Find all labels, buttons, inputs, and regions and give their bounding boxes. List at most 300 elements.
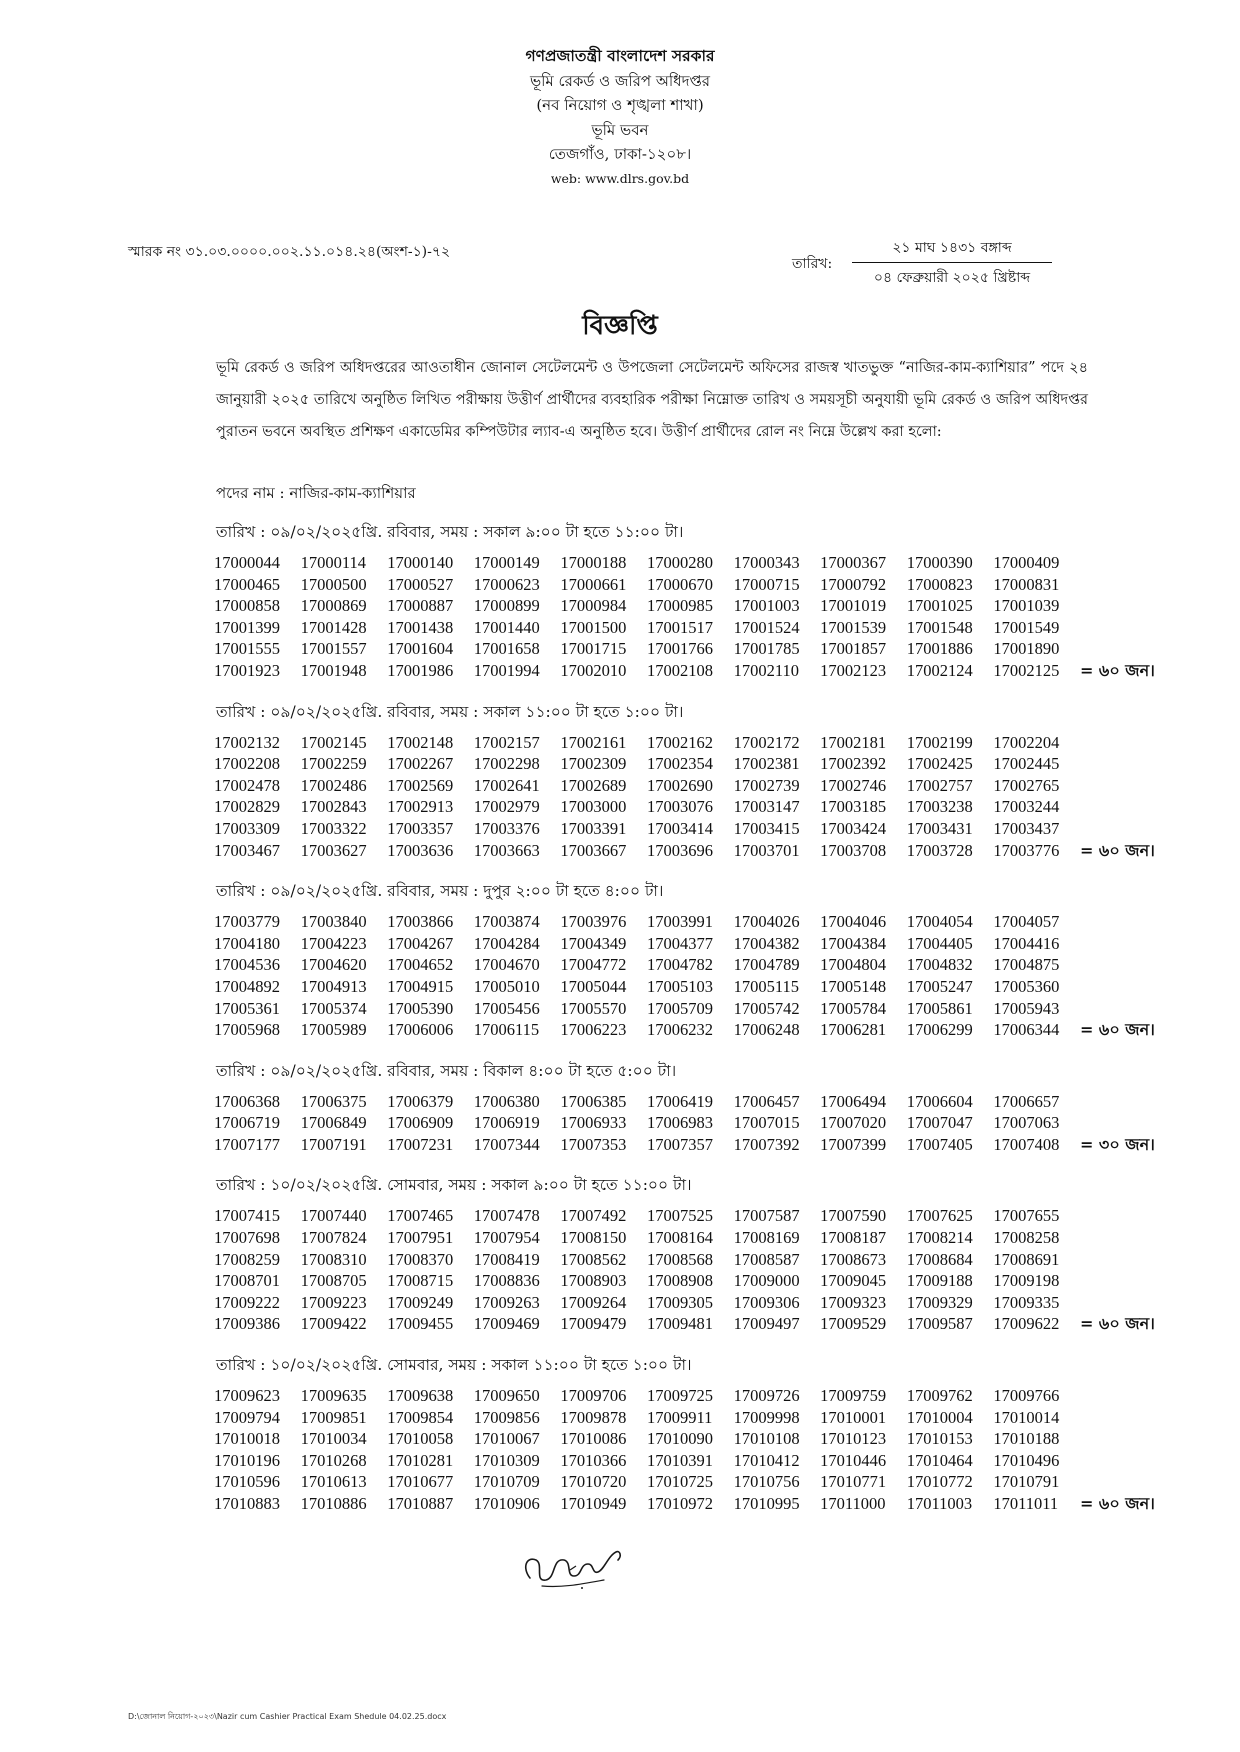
roll-number: 17007063: [993, 1113, 1060, 1133]
roll-number: 17008691: [993, 1249, 1060, 1269]
roll-number: 17008684: [906, 1249, 973, 1269]
roll-number: 17009263: [473, 1292, 540, 1312]
roll-row: [214, 1270, 1114, 1292]
roll-number: 17009222: [214, 1292, 280, 1312]
session-title: তারিখ : ০৯/০২/২০২৫খ্রি. রবিবার, সময় : সকাল ৯:০০ টা হতে ১১:০০ টা।: [216, 523, 684, 541]
roll-number: 17005390: [387, 998, 454, 1018]
roll-number: 17004416: [993, 933, 1060, 953]
roll-number: 17006719: [214, 1113, 280, 1133]
roll-number: 17000409: [993, 553, 1060, 572]
roll-number: 17004804: [820, 955, 887, 975]
roll-number: 17007465: [387, 1206, 454, 1226]
roll-number: 17003696: [646, 840, 713, 860]
roll-number: 17001438: [387, 617, 454, 637]
roll-number: 17010791: [993, 1472, 1060, 1492]
roll-number: 17010268: [300, 1450, 367, 1470]
roll-number: 17001886: [906, 639, 973, 659]
roll-number: 17010014: [993, 1407, 1060, 1427]
roll-number: 17009650: [473, 1386, 540, 1406]
roll-number: 17009529: [820, 1314, 887, 1334]
roll-number: 17000500: [300, 574, 367, 594]
roll-number: 17007590: [820, 1206, 887, 1226]
roll-number: 17008370: [387, 1249, 454, 1269]
roll-number-list: [214, 1091, 1155, 1156]
roll-number: 17009264: [560, 1292, 627, 1312]
roll-number: 17005709: [646, 998, 713, 1018]
roll-number: 17010004: [906, 1407, 973, 1427]
roll-number: 17009386: [214, 1314, 280, 1334]
roll-number: 17001399: [214, 617, 280, 637]
roll-number: 17002172: [733, 732, 800, 752]
roll-number: 17002913: [387, 797, 454, 817]
roll-number: 17003467: [214, 840, 280, 860]
roll-number: 17001500: [560, 617, 627, 637]
roll-number: 17005148: [820, 976, 887, 996]
roll-number: 17002690: [646, 775, 713, 795]
roll-number: 17009469: [473, 1314, 540, 1334]
roll-row: [214, 1249, 1114, 1271]
roll-row: [214, 1428, 1114, 1450]
roll-number: 17000149: [473, 553, 540, 572]
roll-number: 17000887: [387, 596, 454, 616]
roll-number: 17003728: [906, 840, 973, 860]
roll-row: [214, 1134, 1155, 1156]
roll-row: [214, 1227, 1114, 1249]
roll-number: 17010058: [387, 1429, 454, 1449]
roll-number: 17008587: [733, 1249, 800, 1269]
roll-number: 17001539: [820, 617, 887, 637]
roll-row: [214, 753, 1114, 775]
roll-number: 17006419: [646, 1091, 713, 1111]
roll-row: [214, 998, 1114, 1020]
roll-number: 17007392: [733, 1134, 800, 1154]
roll-number: 17009188: [906, 1271, 973, 1291]
roll-number: 17001785: [733, 639, 800, 659]
roll-number: 17002259: [300, 754, 367, 774]
roll-number: 17002425: [906, 754, 973, 774]
roll-number: 17007191: [300, 1134, 367, 1154]
date-values: [852, 236, 1052, 290]
roll-number-list: [214, 552, 1155, 682]
roll-number: 17009305: [646, 1292, 713, 1312]
roll-number: 17002148: [387, 732, 454, 752]
roll-number: 17002132: [214, 732, 280, 752]
roll-number: 17008705: [300, 1271, 367, 1291]
roll-number: 17010446: [820, 1450, 887, 1470]
roll-number: 17003076: [646, 797, 713, 817]
roll-number: 17009497: [733, 1314, 800, 1334]
exam-session: [214, 700, 1155, 862]
roll-number: 17004377: [646, 933, 713, 953]
roll-number: 17010906: [473, 1494, 540, 1513]
roll-row: [214, 732, 1114, 754]
roll-number: 17008310: [300, 1249, 367, 1269]
roll-number: 17005361: [214, 998, 280, 1018]
roll-number: 17006344: [993, 1020, 1060, 1040]
roll-number: 17010067: [473, 1429, 540, 1449]
roll-number: 17001019: [820, 596, 887, 616]
roll-number: 17003238: [906, 797, 973, 817]
roll-number: 17003244: [993, 797, 1060, 817]
session-title: তারিখ : ০৯/০২/২০২৫খ্রি. রবিবার, সময় : বিকাল ৪:০০ টা হতে ৫:০০ টা।: [216, 1061, 677, 1080]
roll-number: 17009762: [906, 1386, 973, 1406]
roll-number: 17010086: [560, 1429, 627, 1449]
roll-row: [214, 638, 1114, 660]
roll-number: 17010772: [906, 1472, 973, 1492]
roll-number: 17007587: [733, 1206, 800, 1226]
roll-number: 17009587: [906, 1314, 973, 1334]
roll-number: 17000527: [387, 574, 454, 594]
roll-number: 17003663: [473, 840, 540, 860]
candidate-count: = ৬০ জন।: [1079, 1494, 1155, 1513]
roll-number-list: [214, 732, 1155, 862]
roll-number: 17007478: [473, 1206, 540, 1226]
roll-number: 17009854: [387, 1407, 454, 1427]
roll-number: 17003708: [820, 840, 887, 860]
roll-number: 17010281: [387, 1450, 454, 1470]
roll-number: 17001766: [646, 639, 713, 659]
roll-number: 17006380: [473, 1091, 540, 1111]
roll-number: 17003000: [560, 797, 627, 817]
roll-number: 17001548: [906, 617, 973, 637]
date-gregorian: ০৪ ফেব্রুয়ারী ২০২৫ খ্রিষ্টাব্দ: [873, 270, 1031, 286]
roll-number: 17002641: [473, 775, 540, 795]
roll-number: 17007231: [387, 1134, 454, 1154]
roll-number: 17002829: [214, 797, 280, 817]
roll-number: 17001890: [993, 639, 1060, 659]
roll-number: 17000044: [214, 553, 280, 572]
roll-number: 17000715: [733, 574, 800, 594]
roll-row: [214, 1407, 1114, 1429]
roll-number: 17006281: [820, 1020, 887, 1040]
roll-number: 17009998: [733, 1407, 800, 1427]
roll-number: 17010709: [473, 1472, 540, 1492]
roll-number: 17000465: [214, 574, 280, 594]
roll-number: 17006379: [387, 1091, 454, 1111]
roll-number: 17002309: [560, 754, 627, 774]
roll-number: 17008169: [733, 1228, 800, 1248]
roll-number: 17003424: [820, 818, 887, 838]
roll-number: 17005456: [473, 998, 540, 1018]
roll-number: 17011003: [906, 1494, 973, 1513]
roll-number: 17003437: [993, 818, 1060, 838]
roll-row: [214, 660, 1155, 682]
roll-number: 17002843: [300, 797, 367, 817]
roll-number: 17002298: [473, 754, 540, 774]
roll-number: 17010309: [473, 1450, 540, 1470]
roll-number: 17010366: [560, 1450, 627, 1470]
roll-number: 17003147: [733, 797, 800, 817]
roll-number: 17007954: [473, 1228, 540, 1248]
roll-number: 17001524: [733, 617, 800, 637]
roll-number: 17007015: [733, 1113, 800, 1133]
roll-number: 17004405: [906, 933, 973, 953]
roll-number: 17001555: [214, 639, 280, 659]
roll-number: 17002746: [820, 775, 887, 795]
roll-number: 17010887: [387, 1494, 454, 1513]
roll-number: 17005943: [993, 998, 1060, 1018]
roll-number: 17009856: [473, 1407, 540, 1427]
roll-number: 17008701: [214, 1271, 280, 1291]
roll-number: 17002110: [733, 660, 799, 680]
roll-number: 17010613: [300, 1472, 367, 1492]
roll-number: 17008258: [993, 1228, 1060, 1248]
roll-number: 17007492: [560, 1206, 627, 1226]
roll-number: 17000280: [646, 553, 713, 572]
roll-number: 17007824: [300, 1228, 367, 1248]
roll-number: 17004789: [733, 955, 800, 975]
roll-number: 17000823: [906, 574, 973, 594]
roll-number: 17007655: [993, 1206, 1060, 1226]
roll-number: 17004620: [300, 955, 367, 975]
roll-number: 17006385: [560, 1091, 627, 1111]
roll-number: 17006368: [214, 1091, 280, 1111]
roll-number: 17009766: [993, 1386, 1060, 1406]
roll-number: 17004915: [387, 976, 454, 996]
roll-number: 17004832: [906, 955, 973, 975]
roll-number: 17004652: [387, 955, 454, 975]
roll-number: 17001658: [473, 639, 540, 659]
roll-number: 17010725: [646, 1472, 713, 1492]
roll-number: 17010391: [646, 1450, 713, 1470]
roll-number: 17000140: [387, 553, 454, 572]
exam-session: [214, 520, 1155, 682]
roll-number: 17010196: [214, 1450, 280, 1470]
roll-number: 17010034: [300, 1429, 367, 1449]
roll-number: 17003701: [733, 840, 800, 860]
roll-number: 17002381: [733, 754, 800, 774]
roll-row: [214, 933, 1114, 955]
roll-number: 17006909: [387, 1113, 454, 1133]
roll-number: 17010949: [560, 1494, 627, 1513]
roll-number: 17005374: [300, 998, 367, 1018]
roll-row: [214, 911, 1114, 933]
roll-row: [214, 1471, 1114, 1493]
file-path-footer: D:\জোনাল নিয়োগ-২০২৩\Nazir cum Cashier Practical Exam Shedule 04.02.25.docx: [128, 1712, 447, 1721]
roll-number: 17000623: [473, 574, 540, 594]
roll-number: 17002124: [906, 660, 973, 680]
candidate-count: = ৬০ জন।: [1079, 840, 1155, 860]
roll-number: 17009422: [300, 1314, 367, 1334]
roll-number: 17006457: [733, 1091, 800, 1111]
roll-number: 17009638: [387, 1386, 454, 1406]
roll-number: 17007525: [646, 1206, 713, 1226]
roll-number: 17002979: [473, 797, 540, 817]
roll-number: 17000661: [560, 574, 627, 594]
roll-number: 17000188: [560, 553, 627, 572]
roll-row: [214, 552, 1114, 574]
roll-row: [214, 775, 1114, 797]
roll-number: 17001857: [820, 639, 887, 659]
roll-number: 17001923: [214, 660, 280, 680]
roll-number: 17008214: [906, 1228, 973, 1248]
roll-number: 17001440: [473, 617, 540, 637]
roll-number: 17009911: [646, 1407, 713, 1427]
roll-number: 17009726: [733, 1386, 800, 1406]
roll-number: 17007047: [906, 1113, 973, 1133]
roll-number: 17002354: [646, 754, 713, 774]
roll-number: 17006375: [300, 1091, 367, 1111]
roll-number: 17003991: [646, 912, 713, 932]
roll-number: 17010412: [733, 1450, 800, 1470]
roll-number: 17002486: [300, 775, 367, 795]
roll-number: 17003866: [387, 912, 454, 932]
roll-number: 17008150: [560, 1228, 627, 1248]
roll-number: 17009249: [387, 1292, 454, 1312]
branch-name: (নব নিয়োগ ও শৃঙ্খলা শাখা): [536, 96, 704, 114]
roll-number: 17009455: [387, 1314, 454, 1334]
government-name: গণপ্রজাতন্ত্রী বাংলাদেশ সরকার: [525, 46, 715, 65]
roll-number: 17007405: [906, 1134, 973, 1154]
roll-number: 17004223: [300, 933, 367, 953]
roll-number: 17010995: [733, 1494, 800, 1513]
roll-row: [214, 840, 1155, 862]
roll-number: 17003779: [214, 912, 280, 932]
roll-number: 17002161: [560, 732, 627, 752]
roll-number: 17003667: [560, 840, 627, 860]
roll-number: 17003357: [387, 818, 454, 838]
roll-number: 17004536: [214, 955, 280, 975]
roll-number: 17010188: [993, 1429, 1060, 1449]
roll-number: 17007440: [300, 1206, 367, 1226]
roll-number: 17010153: [906, 1429, 973, 1449]
roll-number: 17008903: [560, 1271, 627, 1291]
roll-number: 17010677: [387, 1472, 454, 1492]
roll-number: 17002208: [214, 754, 280, 774]
roll-number: 17009000: [733, 1271, 800, 1291]
roll-number: 17004782: [646, 955, 713, 975]
roll-number: 17004913: [300, 976, 367, 996]
roll-number: 17004046: [820, 912, 887, 932]
roll-number: 17004349: [560, 933, 627, 953]
roll-number: 17006232: [646, 1020, 713, 1040]
roll-number: 17002162: [646, 732, 713, 752]
roll-number: 17000984: [560, 596, 627, 616]
roll-number: 17004875: [993, 955, 1060, 975]
roll-number-list: [214, 1385, 1155, 1515]
roll-number: 17007399: [820, 1134, 887, 1154]
website: web: www.dlrs.gov.bd: [550, 170, 690, 186]
roll-number: 17001428: [300, 617, 367, 637]
roll-number: 17006983: [646, 1113, 713, 1133]
roll-number: 17008419: [473, 1249, 540, 1269]
roll-number: 17002569: [387, 775, 454, 795]
roll-number: 17009794: [214, 1407, 280, 1427]
roll-number: 17002199: [906, 732, 973, 752]
building-name: ভূমি ভবন: [591, 120, 649, 139]
roll-number: 17007408: [993, 1134, 1060, 1154]
roll-number: 17005247: [906, 976, 973, 996]
session-title: তারিখ : ০৯/০২/২০২৫খ্রি. রবিবার, সময় : সকাল ১১:০০ টা হতে ১:০০ টা।: [216, 702, 684, 721]
exam-session: [214, 1059, 1155, 1156]
candidate-count: = ৩০ জন।: [1079, 1134, 1155, 1154]
roll-number: 17000869: [300, 596, 367, 616]
roll-number: 17009223: [300, 1292, 367, 1312]
roll-number: 17005742: [733, 998, 800, 1018]
roll-number: 17005968: [214, 1020, 280, 1040]
roll-number: 17010001: [820, 1407, 887, 1427]
roll-number: 17000831: [993, 574, 1060, 594]
roll-number: 17006299: [906, 1020, 973, 1040]
roll-number: 17010883: [214, 1494, 280, 1513]
roll-number: 17001025: [906, 596, 973, 616]
roll-number: 17010771: [820, 1472, 887, 1492]
roll-number: 17003376: [473, 818, 540, 838]
session-title: তারিখ : ১০/০২/২০২৫খ্রি. সোমবার, সময় : সকাল ৯:০০ টা হতে ১১:০০ টা।: [216, 1176, 692, 1195]
roll-number: 17011011: [993, 1494, 1059, 1513]
letterhead: [420, 44, 820, 191]
roll-number: 17008562: [560, 1249, 627, 1269]
roll-number-list: [214, 1205, 1155, 1335]
roll-number: 17010464: [906, 1450, 973, 1470]
roll-number: 17000985: [646, 596, 713, 616]
roll-number: 17004384: [820, 933, 887, 953]
roll-number: 17008259: [214, 1249, 280, 1269]
roll-number: 17001039: [993, 596, 1060, 616]
roll-number: 17002445: [993, 754, 1060, 774]
roll-number: 17002757: [906, 775, 973, 795]
roll-number: 17003431: [906, 818, 973, 838]
candidate-count: = ৬০ জন।: [1079, 1314, 1155, 1334]
roll-number: 17008568: [646, 1249, 713, 1269]
roll-number: 17003636: [387, 840, 454, 860]
roll-number: 17005861: [906, 998, 973, 1018]
roll-row: [214, 976, 1114, 998]
roll-number: 17003415: [733, 818, 800, 838]
roll-number: 17006494: [820, 1091, 887, 1111]
roll-number: 17002108: [646, 660, 713, 680]
session-title: তারিখ : ১০/০২/২০২৫খ্রি. সোমবার, সময় : সকাল ১১:০০ টা হতে ১:০০ টা।: [216, 1356, 692, 1375]
roll-number: 17004772: [560, 955, 627, 975]
roll-number: 17002392: [820, 754, 887, 774]
roll-number: 17003414: [646, 818, 713, 838]
roll-number: 17004382: [733, 933, 800, 953]
roll-number: 17007698: [214, 1228, 280, 1248]
roll-number: 17009198: [993, 1271, 1060, 1291]
roll-number: 17009622: [993, 1314, 1060, 1334]
roll-number: 17009323: [820, 1292, 887, 1312]
post-name: পদের নাম : নাজির-কাম-ক্যাশিয়ার: [216, 484, 416, 502]
roll-number-list: [214, 911, 1155, 1041]
roll-number: 17009335: [993, 1292, 1060, 1312]
roll-row: [214, 1292, 1114, 1314]
roll-number: 17004054: [906, 912, 973, 932]
roll-number: 17006115: [473, 1020, 540, 1040]
roll-number: 17001003: [733, 596, 800, 616]
roll-number: 17002478: [214, 775, 280, 795]
roll-row: [214, 1313, 1155, 1335]
roll-number: 17007353: [560, 1134, 627, 1154]
roll-number: 17009623: [214, 1386, 280, 1406]
candidate-count: = ৬০ জন।: [1079, 660, 1155, 680]
roll-number: 17010886: [300, 1494, 367, 1513]
roll-number: 17001715: [560, 639, 627, 659]
roll-number: 17001948: [300, 660, 367, 680]
address: তেজগাঁও, ঢাকা-১২০৮।: [548, 145, 692, 163]
roll-number: 17007415: [214, 1206, 280, 1226]
roll-number: 17004026: [733, 912, 800, 932]
notice-title: বিজ্ঞপ্তি: [582, 311, 658, 341]
roll-row: [214, 1112, 1114, 1134]
roll-number: 17006919: [473, 1113, 540, 1133]
roll-number: 17000670: [646, 574, 713, 594]
roll-number: 17010090: [646, 1429, 713, 1449]
roll-number: 17002010: [560, 660, 627, 680]
roll-number: 17010018: [214, 1429, 280, 1449]
roll-number: 17000792: [820, 574, 887, 594]
roll-number: 17008187: [820, 1228, 887, 1248]
roll-number: 17005989: [300, 1020, 367, 1040]
